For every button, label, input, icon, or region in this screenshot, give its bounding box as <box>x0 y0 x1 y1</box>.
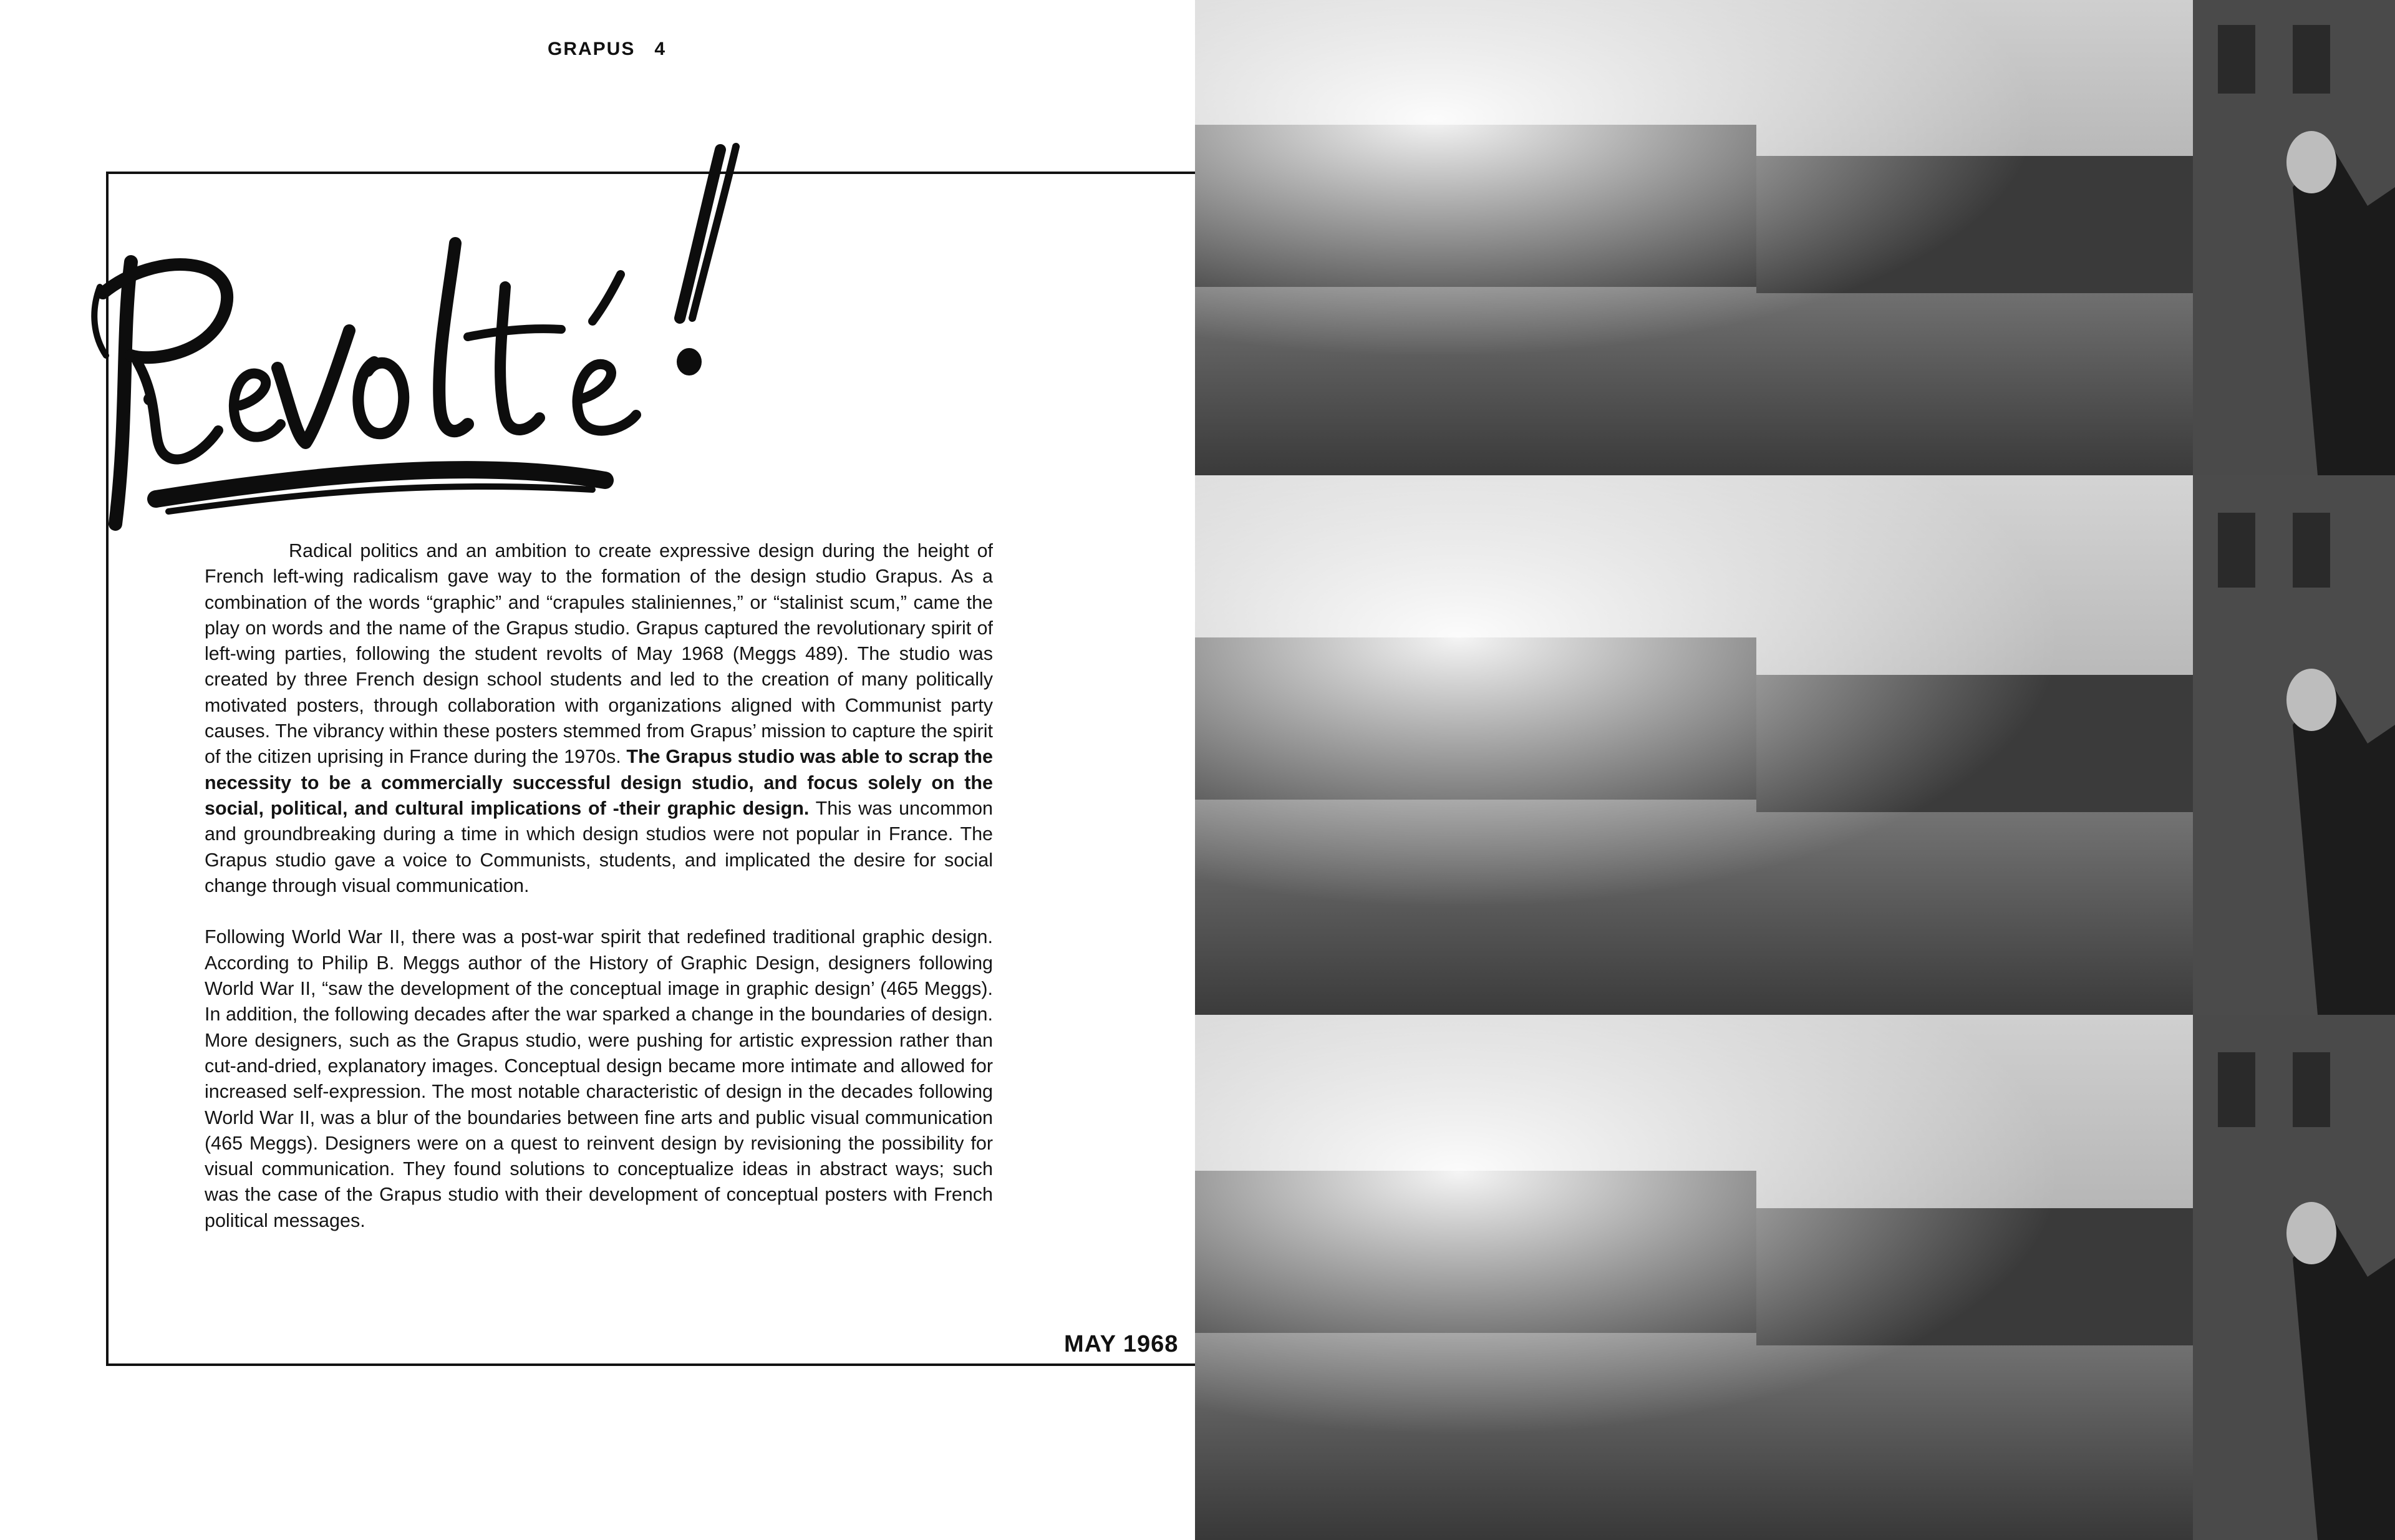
article-text: Radical politics and an ambition to create expressive design during the height of French left-wing radicalism gave way to the formation of the design studio Grapus. As a combination of the words “graphic” and “crapules staliniennes,” or “stalinist scum,” came the play on words and the name of the Grapus studio. Grapus captured the revolutionary spirit of left-wing parties, following the student revolts of May 1968 (Meggs 489). The studio was created by three French design school students and led to the creation of many politically motivated posters, through collaboration with organizations aligned with Communist party causes. The vibrancy within these posters stemmed from Grapus’ mission to capture the spirit of the citizen uprising in France during the 1970s. <box>205 540 993 768</box>
article-text: This was uncommon and groundbreaking during a time in which design studios were not popular in France. The Grapus studio gave a voice to Communists, students, and implicated the desire for social change through visual communication. <box>205 797 993 896</box>
photo-column <box>1195 0 2395 1540</box>
running-head: GRAPUS 4 <box>548 39 667 59</box>
protest-photo-3 <box>1195 1015 2395 1540</box>
article-paragraph-1 <box>205 538 993 899</box>
article-paragraph-2: Following World War II, there was a post-war spirit that redefined traditional graphic design. According to Philip B. Meggs author of the History of Graphic Design, designers following World War II, “saw the development of the conceptual image in graphic design’ (465 Meggs). In addition, the following decades after the war sparked a change in the boundaries of design. More designers, such as the Grapus studio, were pushing for artistic expression rather than cut-and-dried, explanatory images. Conceptual design became more intimate and allowed for increased self-expression. The most notable characteristic of design in the decades following World War II, was a blur of the boundaries between fine arts and public visual communication (465 Meggs). Designers were on a quest to reinvent design by revisioning the possibility for visual communication. They found solutions to conceptualize ideas in abstract ways; such was the case of the Grapus studio with their development of conceptual posters with French political messages. <box>205 926 993 1231</box>
date-caption: MAY 1968 <box>1064 1331 1179 1357</box>
left-page <box>0 0 1195 1540</box>
revolte-title-lettering <box>56 131 805 555</box>
protest-photo-1 <box>1195 0 2395 475</box>
article-bold-statement: The Grapus studio was able to scrap the necessity to be a commercially successful design studio, and focus solely on the social, political, and cultural implications of -their graphic design. <box>205 746 993 819</box>
protest-photo-2 <box>1195 475 2395 1015</box>
article-body <box>205 538 993 1234</box>
